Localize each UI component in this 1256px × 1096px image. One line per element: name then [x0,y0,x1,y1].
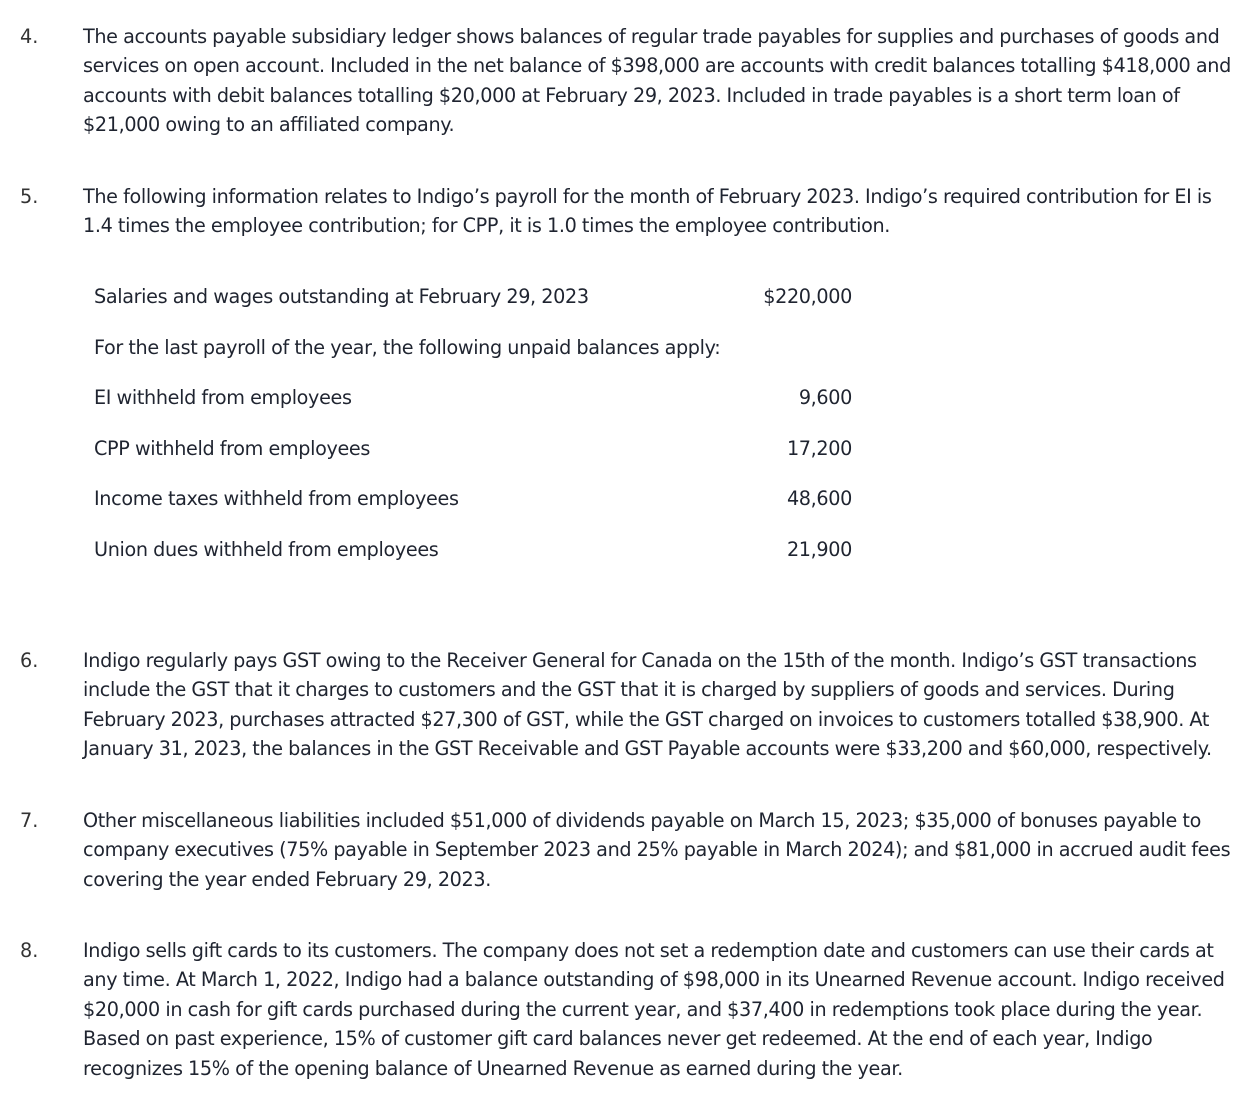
row-label: Salaries and wages outstanding at February 29, 2023 [94,285,589,308]
row-label: CPP withheld from employees [94,437,371,460]
item-text: Indigo regularly pays GST owing to the Receiver General for Canada on the 15th of the month. Indigo’s GST transactions include the GST that it charges to customers and the GST that it is charged by suppliers of goods and services. During February 2023, purchases attracted $27,300 of GST, while the GST charged on invoices to customers totalled $38,900. At January 31, 2023, the balances in the GST Receivable and GST Payable accounts were $33,200 and $60,000, respectively. [83,649,1212,761]
table-row [94,282,854,312]
row-amount: 9,600 [798,386,852,409]
item-text: The following information relates to Indigo’s payroll for the month of February 2023. Indigo’s required contribution for EI is 1.4 times the employee contribution; for CPP, it is 1.0 times the employee contribution. [83,185,1212,238]
row-label: For the last payroll of the year, the following unpaid balances apply: [94,336,721,359]
table-row [94,484,854,514]
item-number: 7. [20,809,39,832]
row-label: EI withheld from employees [94,386,352,409]
item-text: Other miscellaneous liabilities included $51,000 of dividends payable on March 15, 2023; $35,000 of bonuses payable to company executives (75% payable in September 2023 and 25% payable in March 2024); and $81,000 in accrued audit fees covering the year ended February 29, 2023. [83,809,1231,891]
item-text: Indigo sells gift cards to its customers. The company does not set a redemption date and customers can use their cards at any time. At March 1, 2022, Indigo had a balance outstanding of $98,000 in its Unearned Revenue account. Indigo received $20,000 in cash for gift cards purchased during the current year, and $37,400 in redemptions took place during the year. Based on past experience, 15% of customer gift card balances never get redeemed. At the end of each year, Indigo recognizes 15% of the opening balance of Unearned Revenue as earned during the year. [83,939,1225,1080]
table-row [94,434,854,464]
item-text: The accounts payable subsidiary ledger shows balances of regular trade payables for supplies and purchases of goods and services on open account. Included in the net balance of $398,000 are accounts with credit balances totalling $418,000 and accounts with debit balances totalling $20,000 at February 29, 2023. Included in trade payables is a short term loan of $21,000 owing to an affiliated company. [83,25,1231,137]
item-number: 5. [20,185,39,208]
table-row [94,383,854,413]
item-number: 6. [20,649,39,672]
row-amount: 17,200 [786,437,852,460]
row-amount: $220,000 [763,285,852,308]
row-label: Union dues withheld from employees [94,538,439,561]
row-amount: 21,900 [786,538,852,561]
table-row [94,535,854,565]
item-number: 4. [20,25,39,48]
row-label: Income taxes withheld from employees [94,487,459,510]
table-row [94,333,854,363]
item-number: 8. [20,939,39,962]
row-amount: 48,600 [786,487,852,510]
